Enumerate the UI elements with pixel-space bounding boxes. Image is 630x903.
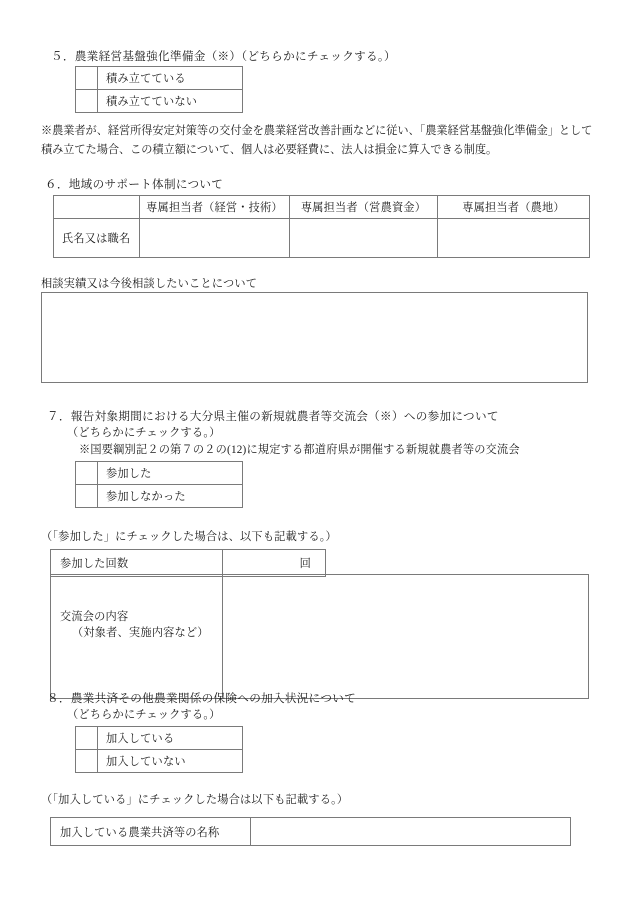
checkbox-cell-tsumitate-yes[interactable] [76, 67, 98, 90]
input-cell-nouchi[interactable] [438, 219, 590, 258]
option-label-tsumitate-no: 積み立てていない [98, 90, 243, 113]
table-row [51, 550, 326, 577]
section-7-count-table [50, 549, 326, 577]
option-label-sanka-no: 参加しなかった [98, 485, 243, 508]
option-label-kanyuu-yes: 加入している [98, 727, 243, 750]
column-header-einou-shikin: 専属担当者（営農資金） [290, 196, 438, 219]
column-header-keiei-gijutsu: 専属担当者（経営・技術） [140, 196, 290, 219]
input-cell-einou-shikin[interactable] [290, 219, 438, 258]
section-8-heading-sub: （どちらかにチェックする。） [67, 709, 221, 721]
section-7-heading-sub: （どちらかにチェックする。） [67, 427, 221, 439]
consultation-free-text-label: 相談実績又は今後相談したいことについて [41, 278, 258, 290]
section-7-conditional-note: （「参加した」にチェックした場合は、以下も記載する。） [41, 531, 337, 543]
table-corner-cell [54, 196, 140, 219]
section-8-heading: ８．農業共済その他農業関係の保険への加入状況について [47, 692, 357, 705]
section-7-heading: ７．報告対象期間における大分県主催の新規就農者等交流会（※）への参加について [47, 410, 499, 423]
table-row [76, 67, 243, 90]
input-cell-kouryuukai-naiyou[interactable] [223, 575, 589, 699]
checkbox-cell-kanyuu-no[interactable] [76, 750, 98, 773]
checkbox-cell-sanka-yes[interactable] [76, 462, 98, 485]
section-7-content-table [50, 574, 589, 699]
option-label-tsumitate-yes: 積み立てている [98, 67, 243, 90]
section-6-heading: ６．地域のサポート体制について [45, 178, 224, 191]
row-label-shimei-shokumei: 氏名又は職名 [54, 219, 140, 258]
section-7-check-table [75, 461, 243, 508]
checkbox-cell-tsumitate-no[interactable] [76, 90, 98, 113]
row-label-sanka-kaisuu: 参加した回数 [51, 550, 223, 577]
section-5-footnote: ※農業者が、経営所得安定対策等の交付金を農業経営改善計画などに従い、「農業経営基盤強化準備金」として積み立てた場合、この積立額について、個人は必要経費に、法人は損金に算入できる制度。 [41, 125, 593, 156]
option-label-sanka-yes: 参加した [98, 462, 243, 485]
input-cell-nougyou-kyousai-meishou[interactable] [251, 818, 571, 846]
checkbox-cell-kanyuu-yes[interactable] [76, 727, 98, 750]
table-row [51, 818, 571, 846]
table-row [76, 727, 243, 750]
consultation-free-text-area[interactable] [41, 292, 588, 383]
section-5-check-table [75, 66, 243, 113]
table-row [76, 462, 243, 485]
table-row [76, 485, 243, 508]
table-row [76, 750, 243, 773]
section-6-support-table [53, 195, 590, 258]
section-8-detail-table [50, 817, 571, 846]
table-row [76, 90, 243, 113]
row-label-kouryuukai-naiyou [51, 575, 223, 699]
content-label-line2: （対象者、実施内容など） [72, 627, 209, 639]
option-label-kanyuu-no: 加入していない [98, 750, 243, 773]
content-label-line1: 交流会の内容 [60, 611, 129, 623]
count-unit-label: 回 [299, 558, 311, 570]
section-8-check-table [75, 726, 243, 773]
table-header-row [54, 196, 590, 219]
section-5-heading: ５．農業経営基盤強化準備金（※）（どちらかにチェックする。） [51, 50, 396, 63]
section-7-heading-note: ※国要綱別記２の第７の２の(12)に規定する都道府県が開催する新規就農者等の交流会 [79, 444, 520, 456]
input-cell-keiei-gijutsu[interactable] [140, 219, 290, 258]
column-header-nouchi: 専属担当者（農地） [438, 196, 590, 219]
checkbox-cell-sanka-no[interactable] [76, 485, 98, 508]
table-row [51, 575, 589, 699]
input-cell-sanka-kaisuu[interactable] [223, 550, 326, 577]
table-row [54, 219, 590, 258]
section-8-conditional-note: （「加入している」にチェックした場合は以下も記載する。） [41, 794, 349, 806]
row-label-nougyou-kyousai-meishou: 加入している農業共済等の名称 [51, 818, 251, 846]
